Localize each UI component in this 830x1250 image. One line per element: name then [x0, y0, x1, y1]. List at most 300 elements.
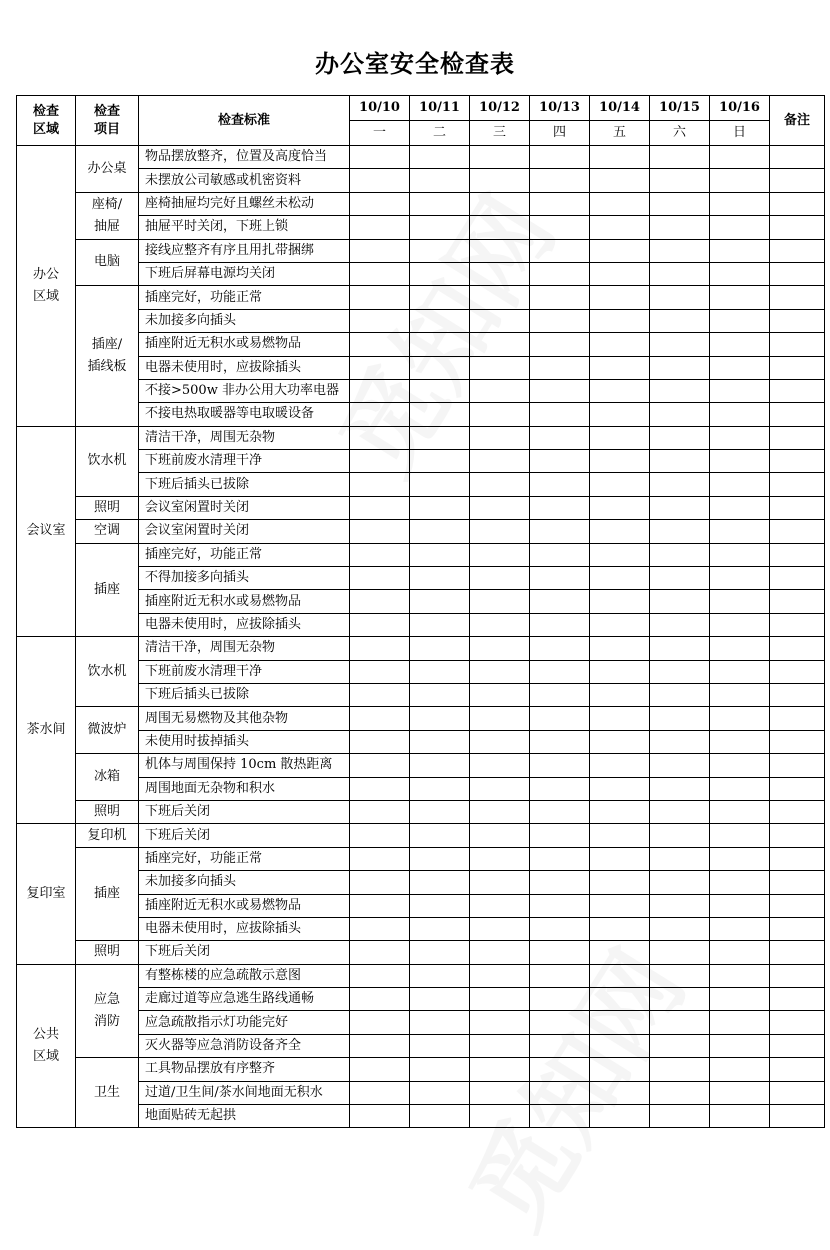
check-cell[interactable]: [650, 216, 710, 239]
check-cell[interactable]: [710, 216, 770, 239]
check-cell[interactable]: [650, 637, 710, 660]
remarks-cell[interactable]: [770, 1011, 825, 1034]
check-cell[interactable]: [410, 239, 470, 262]
check-cell[interactable]: [350, 192, 410, 215]
check-cell[interactable]: [470, 450, 530, 473]
check-cell[interactable]: [530, 169, 590, 192]
check-cell[interactable]: [650, 730, 710, 753]
check-cell[interactable]: [470, 988, 530, 1011]
remarks-cell[interactable]: [770, 309, 825, 332]
check-cell[interactable]: [650, 496, 710, 519]
check-cell[interactable]: [470, 520, 530, 543]
check-cell[interactable]: [590, 613, 650, 636]
check-cell[interactable]: [350, 1011, 410, 1034]
check-cell[interactable]: [350, 473, 410, 496]
check-cell[interactable]: [410, 379, 470, 402]
check-cell[interactable]: [710, 754, 770, 777]
check-cell[interactable]: [470, 871, 530, 894]
check-cell[interactable]: [710, 800, 770, 823]
check-cell[interactable]: [410, 871, 470, 894]
check-cell[interactable]: [350, 871, 410, 894]
check-cell[interactable]: [470, 683, 530, 706]
check-cell[interactable]: [530, 754, 590, 777]
check-cell[interactable]: [410, 988, 470, 1011]
check-cell[interactable]: [650, 707, 710, 730]
remarks-cell[interactable]: [770, 1058, 825, 1081]
check-cell[interactable]: [710, 520, 770, 543]
check-cell[interactable]: [470, 169, 530, 192]
check-cell[interactable]: [350, 1034, 410, 1057]
check-cell[interactable]: [470, 1011, 530, 1034]
check-cell[interactable]: [650, 1105, 710, 1128]
remarks-cell[interactable]: [770, 543, 825, 566]
check-cell[interactable]: [530, 824, 590, 847]
check-cell[interactable]: [590, 894, 650, 917]
check-cell[interactable]: [590, 988, 650, 1011]
check-cell[interactable]: [530, 871, 590, 894]
check-cell[interactable]: [710, 964, 770, 987]
check-cell[interactable]: [530, 917, 590, 940]
check-cell[interactable]: [350, 777, 410, 800]
check-cell[interactable]: [530, 1105, 590, 1128]
remarks-cell[interactable]: [770, 637, 825, 660]
check-cell[interactable]: [350, 941, 410, 964]
check-cell[interactable]: [350, 754, 410, 777]
check-cell[interactable]: [470, 216, 530, 239]
check-cell[interactable]: [650, 683, 710, 706]
check-cell[interactable]: [470, 379, 530, 402]
check-cell[interactable]: [650, 917, 710, 940]
check-cell[interactable]: [410, 894, 470, 917]
check-cell[interactable]: [650, 379, 710, 402]
check-cell[interactable]: [470, 824, 530, 847]
check-cell[interactable]: [590, 941, 650, 964]
check-cell[interactable]: [650, 871, 710, 894]
remarks-cell[interactable]: [770, 567, 825, 590]
check-cell[interactable]: [470, 613, 530, 636]
check-cell[interactable]: [710, 262, 770, 285]
check-cell[interactable]: [710, 146, 770, 169]
remarks-cell[interactable]: [770, 660, 825, 683]
check-cell[interactable]: [530, 941, 590, 964]
remarks-cell[interactable]: [770, 941, 825, 964]
check-cell[interactable]: [350, 590, 410, 613]
check-cell[interactable]: [410, 1058, 470, 1081]
remarks-cell[interactable]: [770, 192, 825, 215]
check-cell[interactable]: [710, 1105, 770, 1128]
check-cell[interactable]: [410, 192, 470, 215]
check-cell[interactable]: [590, 1011, 650, 1034]
check-cell[interactable]: [410, 590, 470, 613]
remarks-cell[interactable]: [770, 1081, 825, 1104]
check-cell[interactable]: [410, 824, 470, 847]
check-cell[interactable]: [590, 637, 650, 660]
check-cell[interactable]: [470, 637, 530, 660]
check-cell[interactable]: [590, 543, 650, 566]
check-cell[interactable]: [710, 169, 770, 192]
check-cell[interactable]: [410, 262, 470, 285]
check-cell[interactable]: [470, 356, 530, 379]
check-cell[interactable]: [530, 567, 590, 590]
check-cell[interactable]: [650, 450, 710, 473]
remarks-cell[interactable]: [770, 917, 825, 940]
remarks-cell[interactable]: [770, 450, 825, 473]
check-cell[interactable]: [350, 169, 410, 192]
check-cell[interactable]: [410, 403, 470, 426]
check-cell[interactable]: [590, 730, 650, 753]
check-cell[interactable]: [410, 216, 470, 239]
check-cell[interactable]: [590, 426, 650, 449]
check-cell[interactable]: [410, 941, 470, 964]
check-cell[interactable]: [650, 543, 710, 566]
remarks-cell[interactable]: [770, 754, 825, 777]
check-cell[interactable]: [710, 590, 770, 613]
check-cell[interactable]: [590, 239, 650, 262]
check-cell[interactable]: [530, 613, 590, 636]
check-cell[interactable]: [350, 637, 410, 660]
remarks-cell[interactable]: [770, 356, 825, 379]
remarks-cell[interactable]: [770, 847, 825, 870]
check-cell[interactable]: [710, 1034, 770, 1057]
check-cell[interactable]: [530, 988, 590, 1011]
remarks-cell[interactable]: [770, 683, 825, 706]
check-cell[interactable]: [710, 730, 770, 753]
check-cell[interactable]: [410, 1034, 470, 1057]
check-cell[interactable]: [530, 333, 590, 356]
check-cell[interactable]: [530, 262, 590, 285]
remarks-cell[interactable]: [770, 286, 825, 309]
check-cell[interactable]: [410, 660, 470, 683]
check-cell[interactable]: [590, 520, 650, 543]
check-cell[interactable]: [410, 1081, 470, 1104]
check-cell[interactable]: [410, 777, 470, 800]
check-cell[interactable]: [530, 473, 590, 496]
check-cell[interactable]: [650, 192, 710, 215]
check-cell[interactable]: [710, 239, 770, 262]
check-cell[interactable]: [410, 543, 470, 566]
check-cell[interactable]: [650, 777, 710, 800]
check-cell[interactable]: [350, 450, 410, 473]
check-cell[interactable]: [710, 426, 770, 449]
check-cell[interactable]: [590, 1081, 650, 1104]
check-cell[interactable]: [650, 1034, 710, 1057]
check-cell[interactable]: [350, 403, 410, 426]
remarks-cell[interactable]: [770, 824, 825, 847]
remarks-cell[interactable]: [770, 169, 825, 192]
check-cell[interactable]: [710, 917, 770, 940]
check-cell[interactable]: [650, 613, 710, 636]
check-cell[interactable]: [710, 847, 770, 870]
check-cell[interactable]: [530, 146, 590, 169]
check-cell[interactable]: [410, 309, 470, 332]
check-cell[interactable]: [590, 871, 650, 894]
check-cell[interactable]: [650, 800, 710, 823]
remarks-cell[interactable]: [770, 520, 825, 543]
check-cell[interactable]: [710, 403, 770, 426]
check-cell[interactable]: [590, 800, 650, 823]
check-cell[interactable]: [650, 754, 710, 777]
remarks-cell[interactable]: [770, 403, 825, 426]
check-cell[interactable]: [410, 496, 470, 519]
check-cell[interactable]: [650, 1058, 710, 1081]
check-cell[interactable]: [650, 333, 710, 356]
check-cell[interactable]: [350, 567, 410, 590]
remarks-cell[interactable]: [770, 146, 825, 169]
check-cell[interactable]: [650, 824, 710, 847]
check-cell[interactable]: [470, 473, 530, 496]
check-cell[interactable]: [530, 707, 590, 730]
check-cell[interactable]: [590, 964, 650, 987]
check-cell[interactable]: [650, 309, 710, 332]
remarks-cell[interactable]: [770, 262, 825, 285]
check-cell[interactable]: [650, 941, 710, 964]
check-cell[interactable]: [530, 379, 590, 402]
check-cell[interactable]: [590, 146, 650, 169]
check-cell[interactable]: [470, 192, 530, 215]
check-cell[interactable]: [590, 590, 650, 613]
check-cell[interactable]: [350, 847, 410, 870]
check-cell[interactable]: [590, 660, 650, 683]
check-cell[interactable]: [410, 450, 470, 473]
check-cell[interactable]: [410, 169, 470, 192]
check-cell[interactable]: [470, 146, 530, 169]
check-cell[interactable]: [530, 964, 590, 987]
remarks-cell[interactable]: [770, 473, 825, 496]
remarks-cell[interactable]: [770, 496, 825, 519]
check-cell[interactable]: [650, 1081, 710, 1104]
check-cell[interactable]: [470, 543, 530, 566]
check-cell[interactable]: [410, 754, 470, 777]
check-cell[interactable]: [350, 543, 410, 566]
check-cell[interactable]: [530, 683, 590, 706]
check-cell[interactable]: [590, 216, 650, 239]
check-cell[interactable]: [710, 660, 770, 683]
check-cell[interactable]: [710, 309, 770, 332]
check-cell[interactable]: [350, 894, 410, 917]
check-cell[interactable]: [530, 520, 590, 543]
check-cell[interactable]: [470, 262, 530, 285]
check-cell[interactable]: [470, 590, 530, 613]
check-cell[interactable]: [650, 847, 710, 870]
check-cell[interactable]: [530, 403, 590, 426]
check-cell[interactable]: [710, 683, 770, 706]
check-cell[interactable]: [710, 777, 770, 800]
check-cell[interactable]: [650, 403, 710, 426]
check-cell[interactable]: [470, 941, 530, 964]
check-cell[interactable]: [470, 777, 530, 800]
check-cell[interactable]: [590, 777, 650, 800]
check-cell[interactable]: [710, 450, 770, 473]
check-cell[interactable]: [530, 1011, 590, 1034]
check-cell[interactable]: [530, 660, 590, 683]
check-cell[interactable]: [710, 356, 770, 379]
check-cell[interactable]: [710, 871, 770, 894]
check-cell[interactable]: [470, 730, 530, 753]
check-cell[interactable]: [710, 333, 770, 356]
check-cell[interactable]: [710, 379, 770, 402]
check-cell[interactable]: [350, 496, 410, 519]
remarks-cell[interactable]: [770, 964, 825, 987]
check-cell[interactable]: [590, 707, 650, 730]
check-cell[interactable]: [530, 800, 590, 823]
check-cell[interactable]: [650, 988, 710, 1011]
check-cell[interactable]: [350, 1081, 410, 1104]
check-cell[interactable]: [650, 660, 710, 683]
remarks-cell[interactable]: [770, 1034, 825, 1057]
check-cell[interactable]: [590, 356, 650, 379]
check-cell[interactable]: [530, 1058, 590, 1081]
check-cell[interactable]: [410, 426, 470, 449]
check-cell[interactable]: [650, 169, 710, 192]
check-cell[interactable]: [590, 450, 650, 473]
check-cell[interactable]: [650, 590, 710, 613]
check-cell[interactable]: [410, 286, 470, 309]
check-cell[interactable]: [590, 1105, 650, 1128]
check-cell[interactable]: [650, 426, 710, 449]
check-cell[interactable]: [710, 286, 770, 309]
check-cell[interactable]: [530, 730, 590, 753]
check-cell[interactable]: [470, 333, 530, 356]
remarks-cell[interactable]: [770, 426, 825, 449]
check-cell[interactable]: [710, 567, 770, 590]
check-cell[interactable]: [710, 1058, 770, 1081]
check-cell[interactable]: [590, 496, 650, 519]
check-cell[interactable]: [470, 1058, 530, 1081]
check-cell[interactable]: [410, 1105, 470, 1128]
check-cell[interactable]: [590, 286, 650, 309]
check-cell[interactable]: [710, 1081, 770, 1104]
remarks-cell[interactable]: [770, 707, 825, 730]
check-cell[interactable]: [410, 637, 470, 660]
check-cell[interactable]: [350, 239, 410, 262]
check-cell[interactable]: [530, 543, 590, 566]
remarks-cell[interactable]: [770, 216, 825, 239]
check-cell[interactable]: [470, 309, 530, 332]
check-cell[interactable]: [530, 426, 590, 449]
check-cell[interactable]: [710, 707, 770, 730]
check-cell[interactable]: [710, 496, 770, 519]
check-cell[interactable]: [650, 894, 710, 917]
check-cell[interactable]: [590, 1058, 650, 1081]
remarks-cell[interactable]: [770, 379, 825, 402]
check-cell[interactable]: [410, 333, 470, 356]
remarks-cell[interactable]: [770, 1105, 825, 1128]
check-cell[interactable]: [590, 169, 650, 192]
check-cell[interactable]: [350, 262, 410, 285]
check-cell[interactable]: [590, 192, 650, 215]
check-cell[interactable]: [350, 356, 410, 379]
check-cell[interactable]: [530, 1081, 590, 1104]
check-cell[interactable]: [350, 286, 410, 309]
check-cell[interactable]: [650, 473, 710, 496]
check-cell[interactable]: [350, 520, 410, 543]
check-cell[interactable]: [710, 637, 770, 660]
check-cell[interactable]: [350, 146, 410, 169]
check-cell[interactable]: [590, 683, 650, 706]
check-cell[interactable]: [590, 403, 650, 426]
check-cell[interactable]: [350, 1105, 410, 1128]
check-cell[interactable]: [470, 800, 530, 823]
check-cell[interactable]: [410, 964, 470, 987]
check-cell[interactable]: [650, 262, 710, 285]
check-cell[interactable]: [590, 379, 650, 402]
check-cell[interactable]: [650, 239, 710, 262]
check-cell[interactable]: [710, 941, 770, 964]
check-cell[interactable]: [350, 707, 410, 730]
check-cell[interactable]: [530, 192, 590, 215]
remarks-cell[interactable]: [770, 894, 825, 917]
check-cell[interactable]: [590, 754, 650, 777]
check-cell[interactable]: [710, 1011, 770, 1034]
check-cell[interactable]: [350, 379, 410, 402]
check-cell[interactable]: [350, 824, 410, 847]
check-cell[interactable]: [410, 800, 470, 823]
check-cell[interactable]: [350, 964, 410, 987]
check-cell[interactable]: [410, 917, 470, 940]
check-cell[interactable]: [650, 964, 710, 987]
remarks-cell[interactable]: [770, 590, 825, 613]
check-cell[interactable]: [710, 613, 770, 636]
check-cell[interactable]: [470, 660, 530, 683]
check-cell[interactable]: [530, 637, 590, 660]
check-cell[interactable]: [530, 496, 590, 519]
check-cell[interactable]: [410, 473, 470, 496]
check-cell[interactable]: [410, 1011, 470, 1034]
check-cell[interactable]: [530, 450, 590, 473]
check-cell[interactable]: [650, 1011, 710, 1034]
check-cell[interactable]: [350, 988, 410, 1011]
check-cell[interactable]: [590, 847, 650, 870]
remarks-cell[interactable]: [770, 988, 825, 1011]
check-cell[interactable]: [650, 356, 710, 379]
check-cell[interactable]: [650, 567, 710, 590]
check-cell[interactable]: [590, 824, 650, 847]
check-cell[interactable]: [470, 286, 530, 309]
check-cell[interactable]: [350, 800, 410, 823]
check-cell[interactable]: [530, 777, 590, 800]
check-cell[interactable]: [350, 1058, 410, 1081]
check-cell[interactable]: [530, 309, 590, 332]
check-cell[interactable]: [590, 1034, 650, 1057]
check-cell[interactable]: [530, 239, 590, 262]
check-cell[interactable]: [410, 730, 470, 753]
check-cell[interactable]: [650, 520, 710, 543]
check-cell[interactable]: [410, 613, 470, 636]
check-cell[interactable]: [470, 1034, 530, 1057]
check-cell[interactable]: [350, 730, 410, 753]
check-cell[interactable]: [530, 590, 590, 613]
check-cell[interactable]: [470, 403, 530, 426]
check-cell[interactable]: [530, 216, 590, 239]
remarks-cell[interactable]: [770, 800, 825, 823]
check-cell[interactable]: [350, 917, 410, 940]
check-cell[interactable]: [410, 707, 470, 730]
remarks-cell[interactable]: [770, 613, 825, 636]
check-cell[interactable]: [470, 917, 530, 940]
check-cell[interactable]: [530, 1034, 590, 1057]
check-cell[interactable]: [350, 660, 410, 683]
check-cell[interactable]: [710, 192, 770, 215]
check-cell[interactable]: [530, 847, 590, 870]
check-cell[interactable]: [710, 894, 770, 917]
check-cell[interactable]: [710, 824, 770, 847]
check-cell[interactable]: [410, 356, 470, 379]
remarks-cell[interactable]: [770, 777, 825, 800]
check-cell[interactable]: [350, 613, 410, 636]
remarks-cell[interactable]: [770, 333, 825, 356]
remarks-cell[interactable]: [770, 730, 825, 753]
check-cell[interactable]: [710, 473, 770, 496]
